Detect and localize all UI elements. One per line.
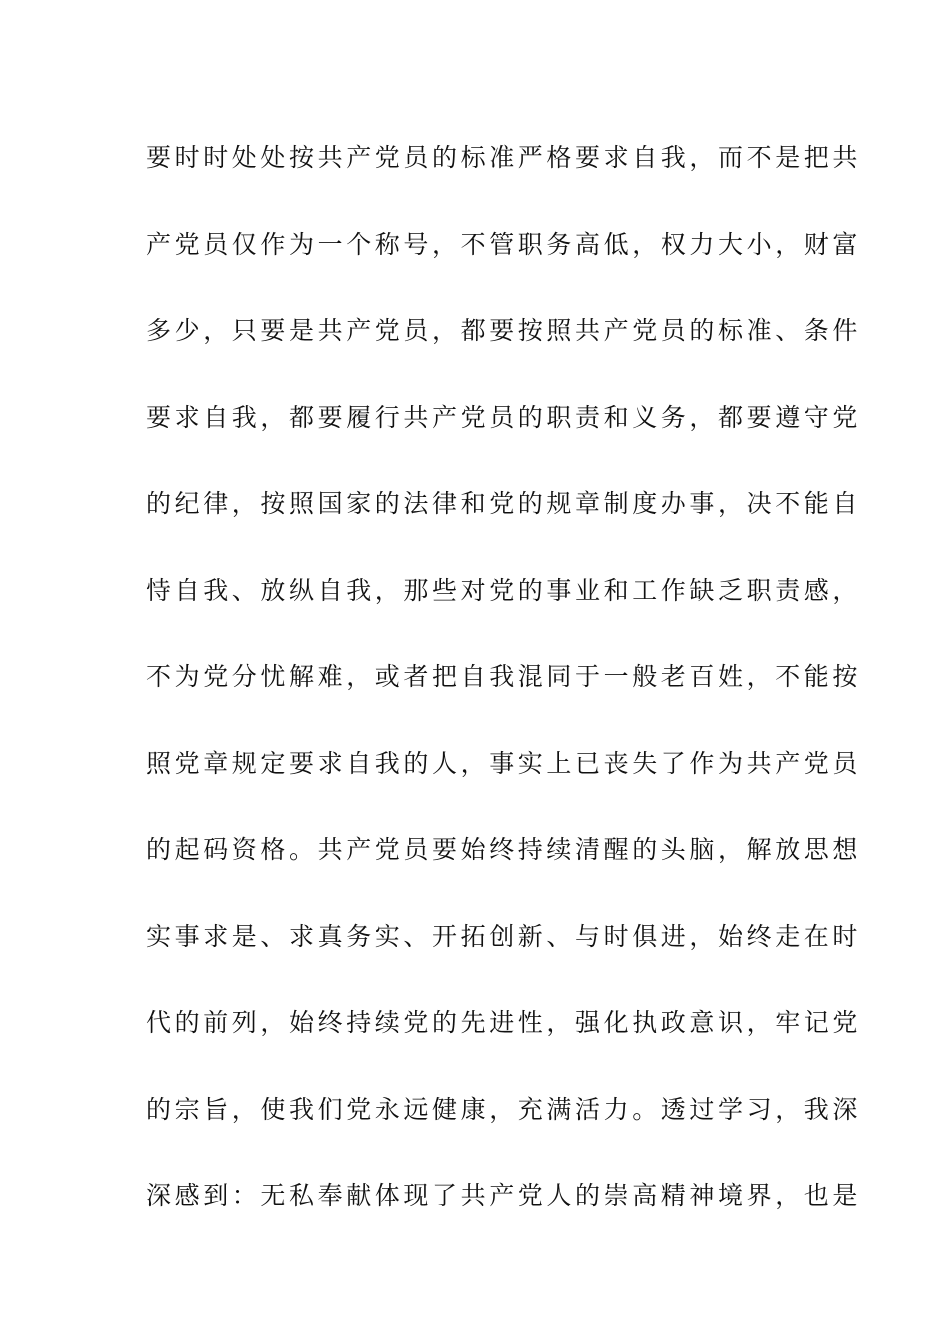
body-text [146, 136, 862, 1261]
text-line: 多少，只要是共产党员，都要按照共产党员的标准、条件 [146, 316, 862, 345]
text-line: 要求自我，都要履行共产党员的职责和义务，都要遵守党 [146, 402, 862, 432]
text-line: 的纪律，按照国家的法律和党的规章制度办事，决不能自 [146, 489, 862, 518]
text-line: 代的前列，始终持续党的先进性，强化执政意识，牢记党 [146, 1008, 862, 1037]
text-line: 恃自我、放纵自我，那些对党的事业和工作缺乏职责感， [146, 575, 862, 605]
text-line: 要时时处处按共产党员的标准严格要求自我，而不是把共 [146, 143, 862, 172]
text-line: 产党员仅作为一个称号，不管职务高低，权力大小，财富 [146, 229, 862, 259]
text-line: 深感到：无私奉献体现了共产党人的崇高精神境界，也是 [146, 1181, 862, 1210]
text-line: 照党章规定要求自我的人，事实上已丧失了作为共产党员 [146, 748, 862, 778]
text-line: 的起码资格。共产党员要始终持续清醒的头脑，解放思想 [146, 835, 862, 864]
text-line: 的宗旨，使我们党永远健康，充满活力。透过学习，我深 [146, 1094, 862, 1124]
text-line: 实事求是、求真务实、开拓创新、与时俱进，始终走在时 [146, 921, 862, 951]
text-line: 不为党分忧解难，或者把自我混同于一般老百姓，不能按 [146, 662, 862, 691]
